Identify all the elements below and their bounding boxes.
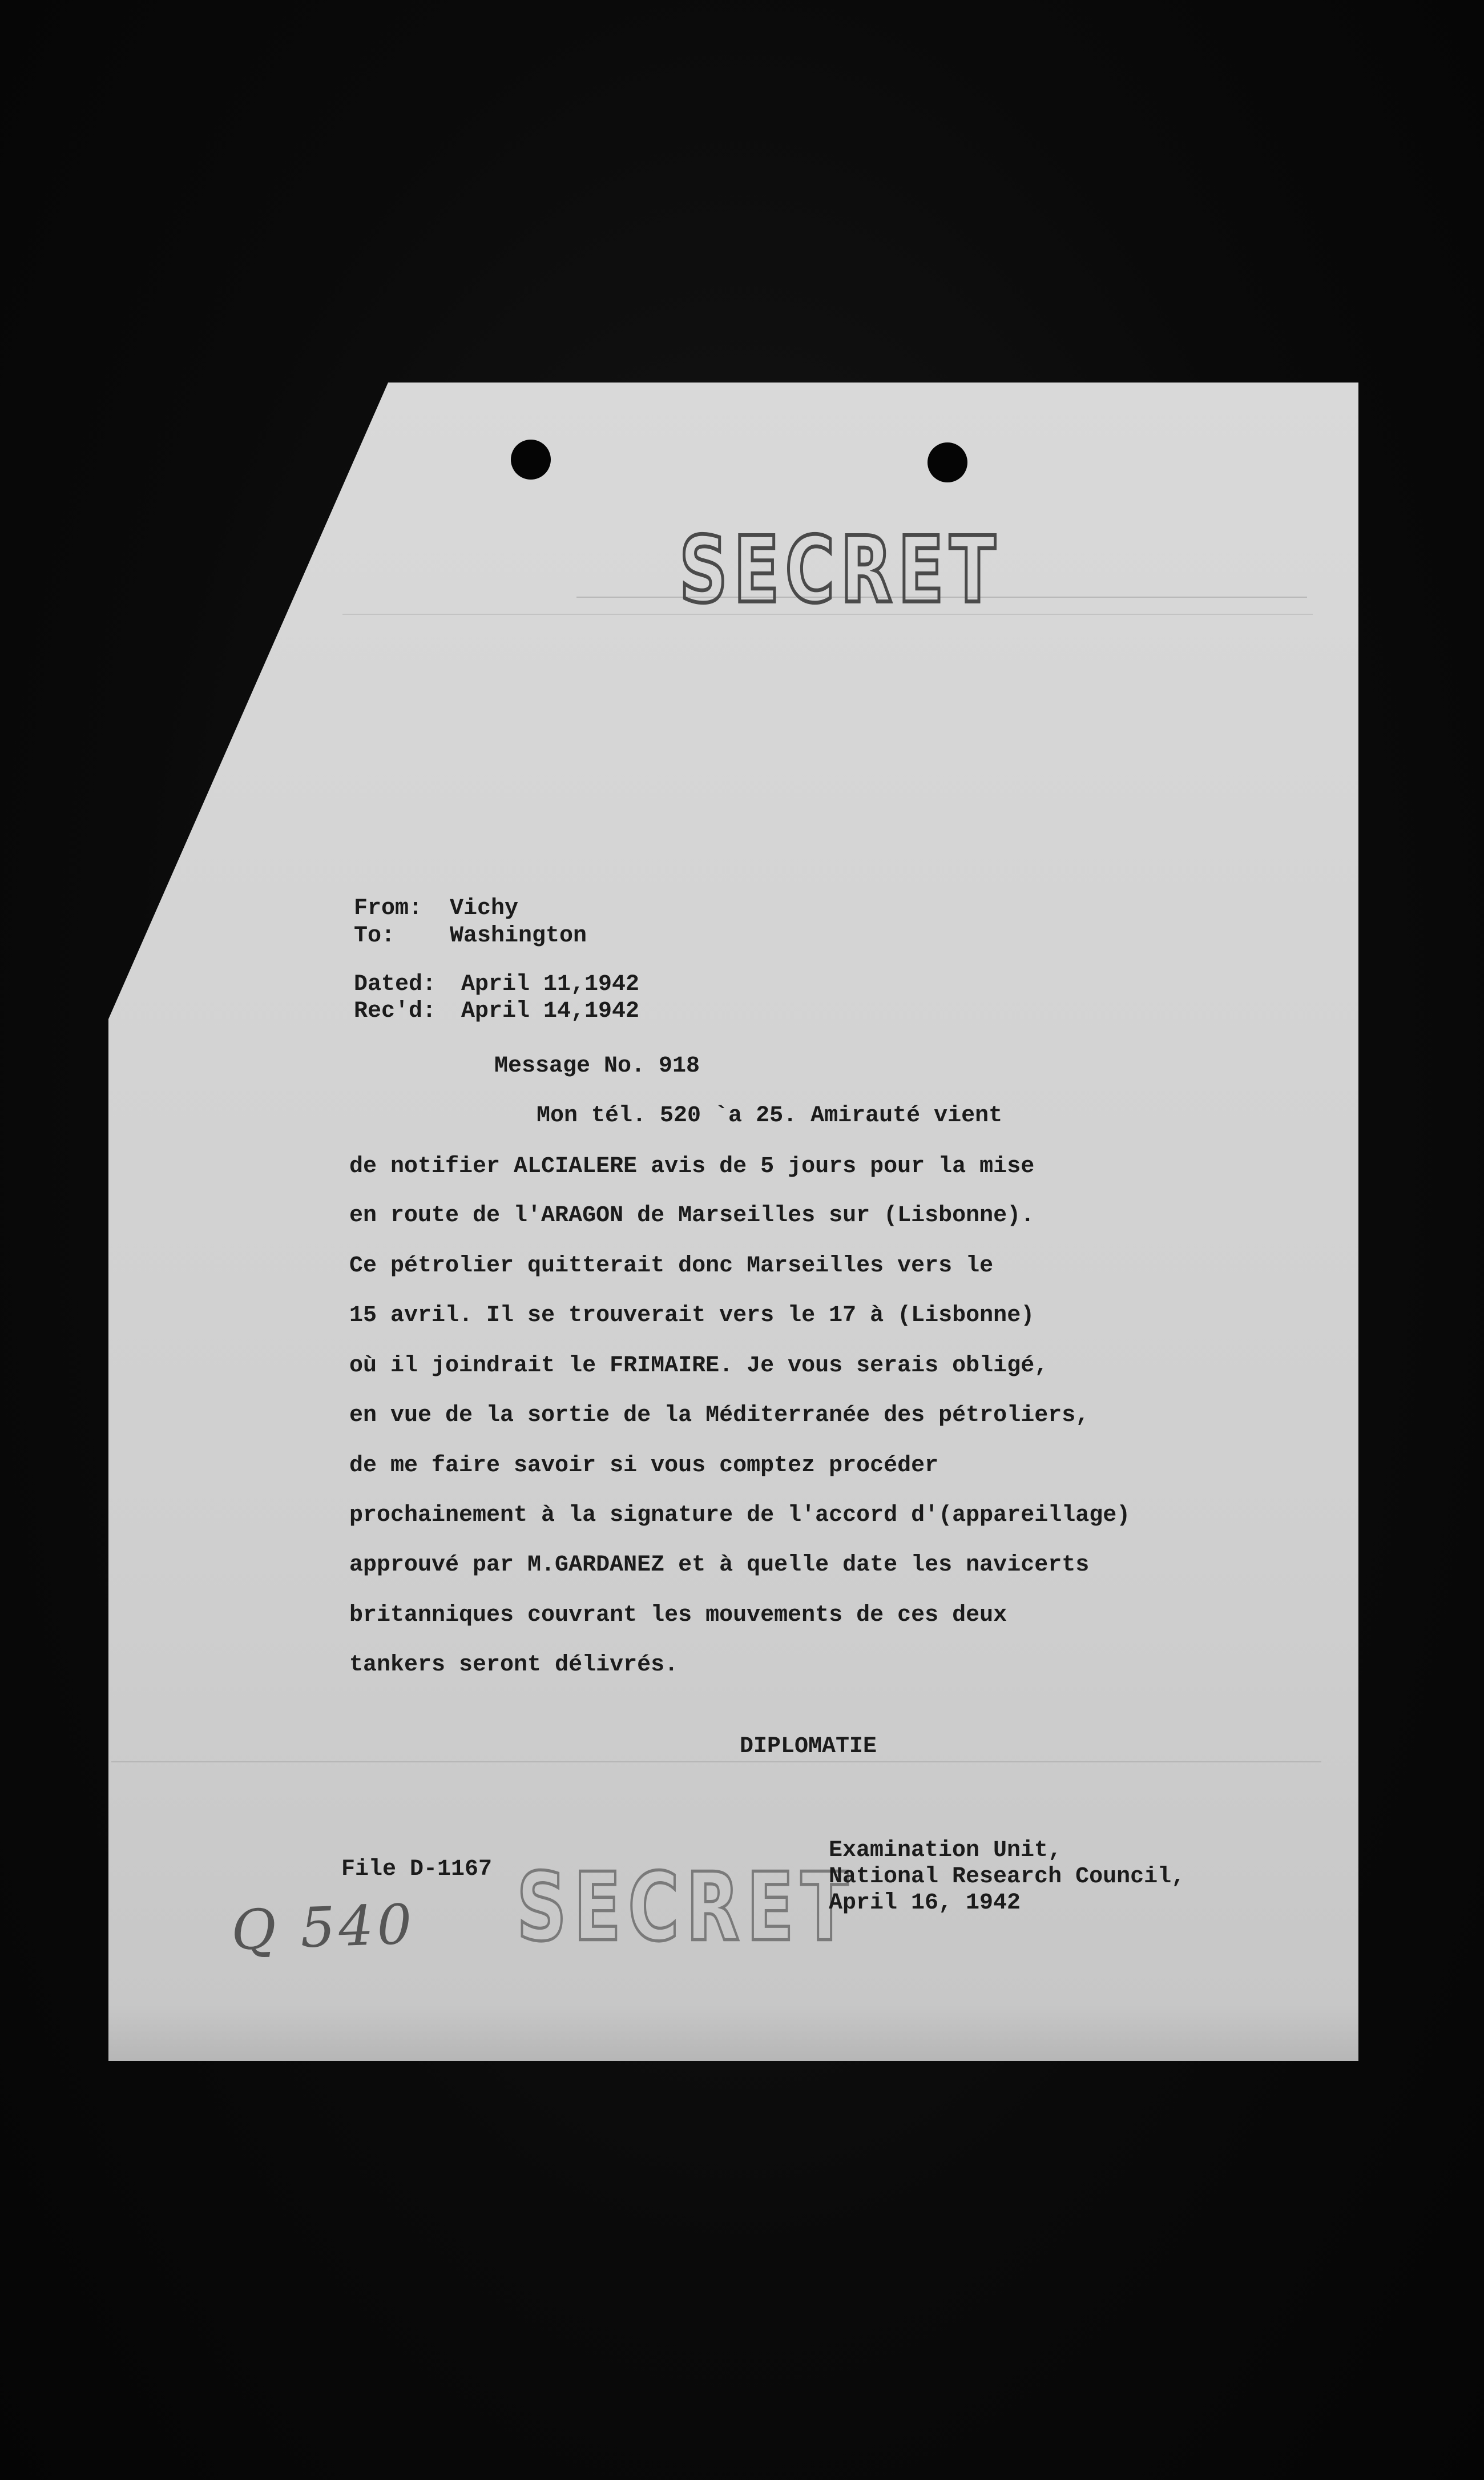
unit-line: Examination Unit, [829,1838,1062,1863]
body-line: de notifier ALCIALERE avis de 5 jours pour la mise [349,1154,1035,1179]
from-label: From: [354,896,423,921]
body-line: tankers seront délivrés. [349,1652,679,1678]
recd-value: April 14,1942 [461,999,640,1024]
signature: DIPLOMATIE [740,1734,877,1760]
body-line: approuvé par M.GARDANEZ et à quelle date les navicerts [349,1552,1090,1578]
to-label: To: [354,923,396,949]
to-value: Washington [450,923,587,949]
body-line: Mon tél. 520 `a 25. Amirauté vient [537,1103,1003,1129]
body-line: prochainement à la signature de l'accord d'(appareillage) [349,1503,1131,1528]
file-number: File D-1167 [341,1857,493,1882]
body-line: où il joindrait le FRIMAIRE. Je vous serais obligé, [349,1353,1049,1379]
from-value: Vichy [450,896,519,921]
dated-label: Dated: [354,972,437,997]
handwritten-note: Q 540 [230,1892,417,1963]
recd-label: Rec'd: [354,999,437,1024]
unit-line: April 16, 1942 [829,1890,1021,1916]
punch-hole-left [511,440,551,480]
body-line: britanniques couvrant les mouvements de ces deux [349,1603,1007,1628]
body-line: de me faire savoir si vous comptez procéder [349,1453,939,1479]
message-number: Message No. 918 [494,1053,700,1079]
body-line: Ce pétrolier quitterait donc Marseilles vers le [349,1253,994,1279]
secret-stamp-top: SECRET [679,517,1002,623]
body-line: 15 avril. Il se trouverait vers le 17 à (Lisbonne) [349,1303,1035,1328]
body-line: en route de l'ARAGON de Marseilles sur (Lisbonne). [349,1203,1035,1229]
unit-line: National Research Council, [829,1864,1185,1890]
fold-line [111,1761,1321,1762]
punch-hole-right [928,442,967,482]
body-line: en vue de la sortie de la Méditerranée des pétroliers, [349,1403,1090,1428]
secret-stamp-bottom: SECRET [517,1853,856,1962]
dated-value: April 11,1942 [461,972,640,997]
